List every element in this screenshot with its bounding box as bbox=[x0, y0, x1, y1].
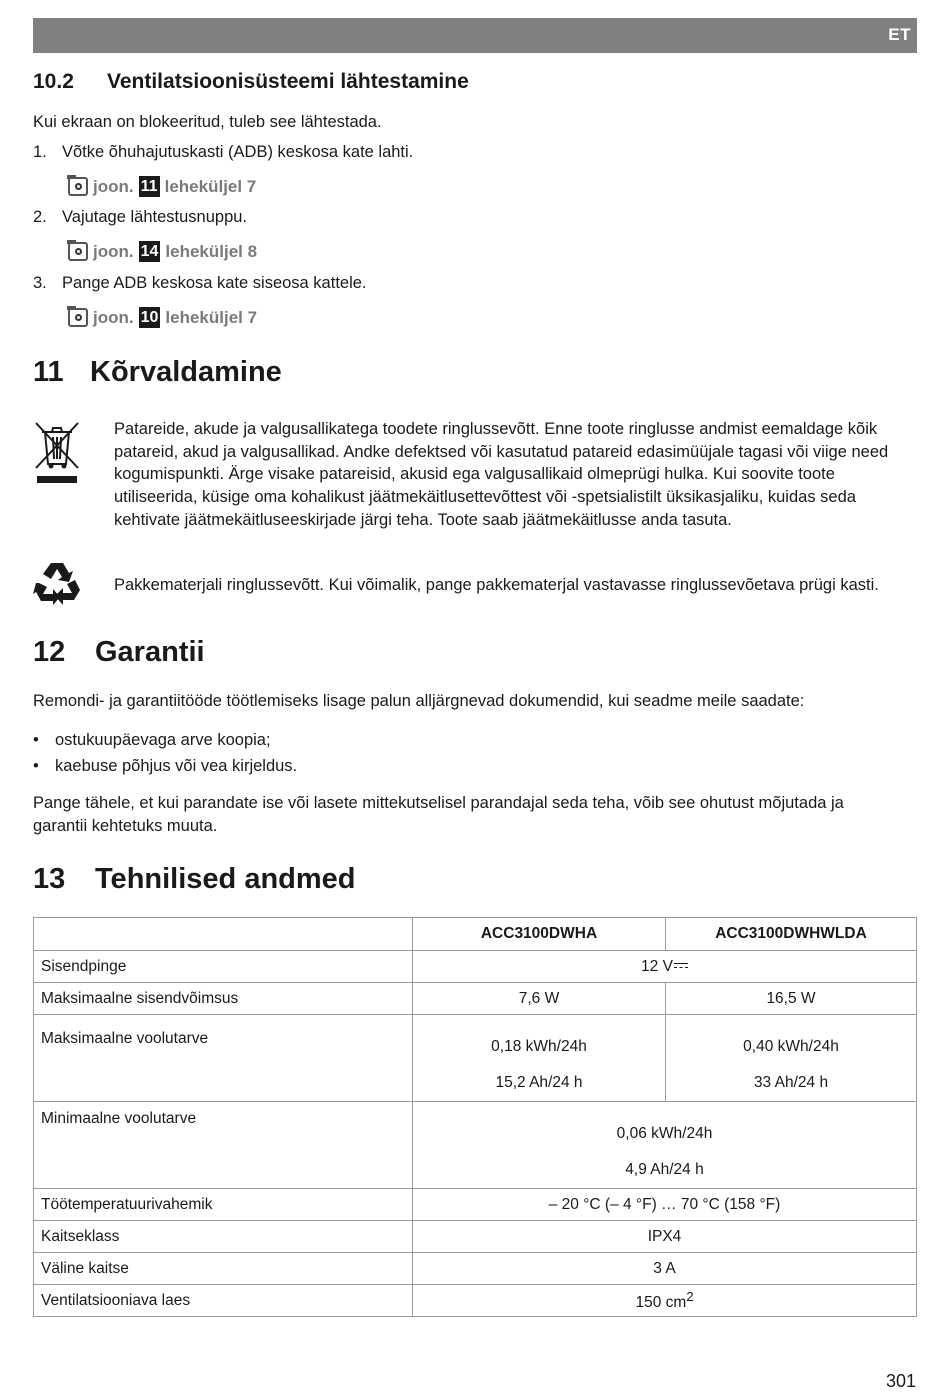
table-header-row bbox=[34, 918, 917, 951]
warranty-documents-list bbox=[33, 727, 297, 779]
section-number: 11 bbox=[33, 356, 64, 388]
cell-value bbox=[666, 1015, 917, 1102]
table-row bbox=[34, 1015, 917, 1102]
warranty-note: Pange tähele, et kui parandate ise või lasete mittekutselisel parandajal seda teha, võib see ohutust mõjutada ja garantii kehtetuks muuta. bbox=[33, 794, 844, 835]
figure-number: 14 bbox=[140, 243, 159, 260]
technical-data-table bbox=[33, 917, 917, 1317]
table-row bbox=[34, 1253, 917, 1285]
row-label: Sisendpinge bbox=[34, 951, 413, 983]
step-1 bbox=[33, 143, 413, 162]
camera-icon bbox=[68, 242, 88, 261]
row-label: Maksimaalne voolutarve bbox=[34, 1015, 413, 1102]
cell-value bbox=[413, 1102, 917, 1189]
step-text: Vajutage lähtestusnuppu. bbox=[62, 208, 248, 226]
table-row bbox=[34, 1285, 917, 1317]
ref-suffix: leheküljel 8 bbox=[165, 241, 258, 261]
step-text: Pange ADB keskosa kate siseosa kattele. bbox=[62, 274, 367, 292]
cell-value: IPX4 bbox=[413, 1221, 917, 1253]
cell-line: 33 Ah/24 h bbox=[753, 1074, 829, 1091]
weee-disposal-text: Patareide, akude ja valgusallikatega toodete ringlussevõtt. Enne toote ringlusse andmist eemaldage kõik patareid, akud ja valgusallikad. Andke defektsed või kasutatud patareid edasimüüjale tagasi või viige need kogumispunkti. Ärge visake patareisid, akusid ega valgusallikaid olmeprügi hulka. Kui soovite toote utiliseerida, küsige oma kohalikust jäätmekäitlusettevõttest või -spetsialistilt üksikasjaliku, kuidas seda kehtivate jäätmekäitluseeskirjade järgi teha. Toote saab jäätmekäitlusse anda tasuta. bbox=[114, 420, 889, 529]
column-header: ACC3100DWHA bbox=[413, 918, 666, 951]
step-2 bbox=[33, 208, 247, 227]
ref-prefix: joon. bbox=[93, 307, 134, 327]
cell-line: 0,06 kWh/24h bbox=[616, 1125, 713, 1142]
cell-value: 7,6 W bbox=[413, 983, 666, 1015]
step-number: 1. bbox=[33, 143, 47, 161]
section-10-2-intro: Kui ekraan on blokeeritud, tuleb see lähtestada. bbox=[33, 113, 382, 131]
figure-number: 10 bbox=[140, 309, 159, 326]
section-13-heading bbox=[33, 863, 356, 896]
figure-number: 11 bbox=[139, 176, 160, 197]
section-11-heading bbox=[33, 356, 282, 389]
warranty-intro: Remondi- ja garantiitööde töötlemiseks lisage palun alljärgnevad dokumendid, kui seadme meile saadate: bbox=[33, 692, 805, 710]
ref-prefix: joon. bbox=[93, 176, 134, 196]
cell-value: 150 $cm^2$ bbox=[413, 1285, 917, 1317]
crossed-bin-icon bbox=[33, 420, 81, 486]
column-header: ACC3100DWHWLDA bbox=[666, 918, 917, 951]
section-number: 12 bbox=[33, 636, 66, 668]
cell-value: 16,5 W bbox=[666, 983, 917, 1015]
language-tag: ET bbox=[888, 25, 911, 44]
cell-line: 0,18 kWh/24h bbox=[491, 1038, 587, 1055]
figure-reference[interactable] bbox=[68, 241, 257, 262]
header-empty-cell bbox=[34, 918, 413, 951]
camera-icon bbox=[68, 308, 88, 327]
section-title: Tehnilised andmed bbox=[95, 863, 356, 895]
table-row bbox=[34, 983, 917, 1015]
section-title: Kõrvaldamine bbox=[90, 356, 282, 388]
cell-line: 15,2 Ah/24 h bbox=[495, 1074, 583, 1091]
row-label: Töötemperatuurivahemik bbox=[34, 1189, 413, 1221]
step-3 bbox=[33, 274, 367, 293]
row-label: Väline kaitse bbox=[34, 1253, 413, 1285]
cell-line: 0,40 kWh/24h bbox=[743, 1038, 839, 1055]
figure-reference[interactable] bbox=[68, 307, 257, 328]
page-number: 301 bbox=[885, 1371, 916, 1391]
step-text: Võtke õhuhajutuskasti (ADB) keskosa kate lahti. bbox=[62, 143, 414, 161]
dc-symbol-icon bbox=[674, 962, 688, 970]
section-number: 13 bbox=[33, 863, 66, 895]
table-row bbox=[34, 1102, 917, 1189]
list-item: • ostukuupäevaga arve koopia; bbox=[33, 727, 297, 753]
row-label: Kaitseklass bbox=[34, 1221, 413, 1253]
cell-value: 3 A bbox=[413, 1253, 917, 1285]
section-title: Garantii bbox=[95, 636, 205, 668]
recycle-icon bbox=[33, 560, 81, 606]
step-number: 3. bbox=[33, 274, 47, 292]
table-row bbox=[34, 1221, 917, 1253]
row-label: Ventilatsiooniava laes bbox=[34, 1285, 413, 1317]
ref-prefix: joon. bbox=[93, 241, 134, 261]
cell-value: 12 V bbox=[413, 951, 917, 983]
cell-value: – 20 °C (– 4 °F) … 70 °C (158 °F) bbox=[413, 1189, 917, 1221]
table-row bbox=[34, 1189, 917, 1221]
table-row bbox=[34, 951, 917, 983]
figure-reference[interactable] bbox=[68, 176, 256, 197]
section-number: 10.2 bbox=[33, 70, 74, 93]
row-label: Maksimaalne sisendvõimsus bbox=[34, 983, 413, 1015]
section-10-2-heading bbox=[33, 70, 469, 94]
cell-value bbox=[413, 1015, 666, 1102]
row-label: Minimaalne voolutarve bbox=[34, 1102, 413, 1189]
ref-suffix: leheküljel 7 bbox=[165, 307, 258, 327]
section-title: Ventilatsioonisüsteemi lähtestamine bbox=[107, 70, 469, 93]
header-bar bbox=[33, 18, 917, 53]
section-12-heading bbox=[33, 636, 205, 669]
list-item: • kaebuse põhjus või vea kirjeldus. bbox=[33, 753, 297, 779]
cell-line: 4,9 Ah/24 h bbox=[625, 1161, 704, 1178]
packaging-recycling-text: Pakkematerjali ringlussevõtt. Kui võimalik, pange pakkematerjal vastavasse ringlussevõetava prügi kasti. bbox=[114, 576, 879, 594]
camera-icon bbox=[68, 177, 88, 196]
step-number: 2. bbox=[33, 208, 47, 226]
ref-suffix: leheküljel 7 bbox=[164, 176, 257, 196]
